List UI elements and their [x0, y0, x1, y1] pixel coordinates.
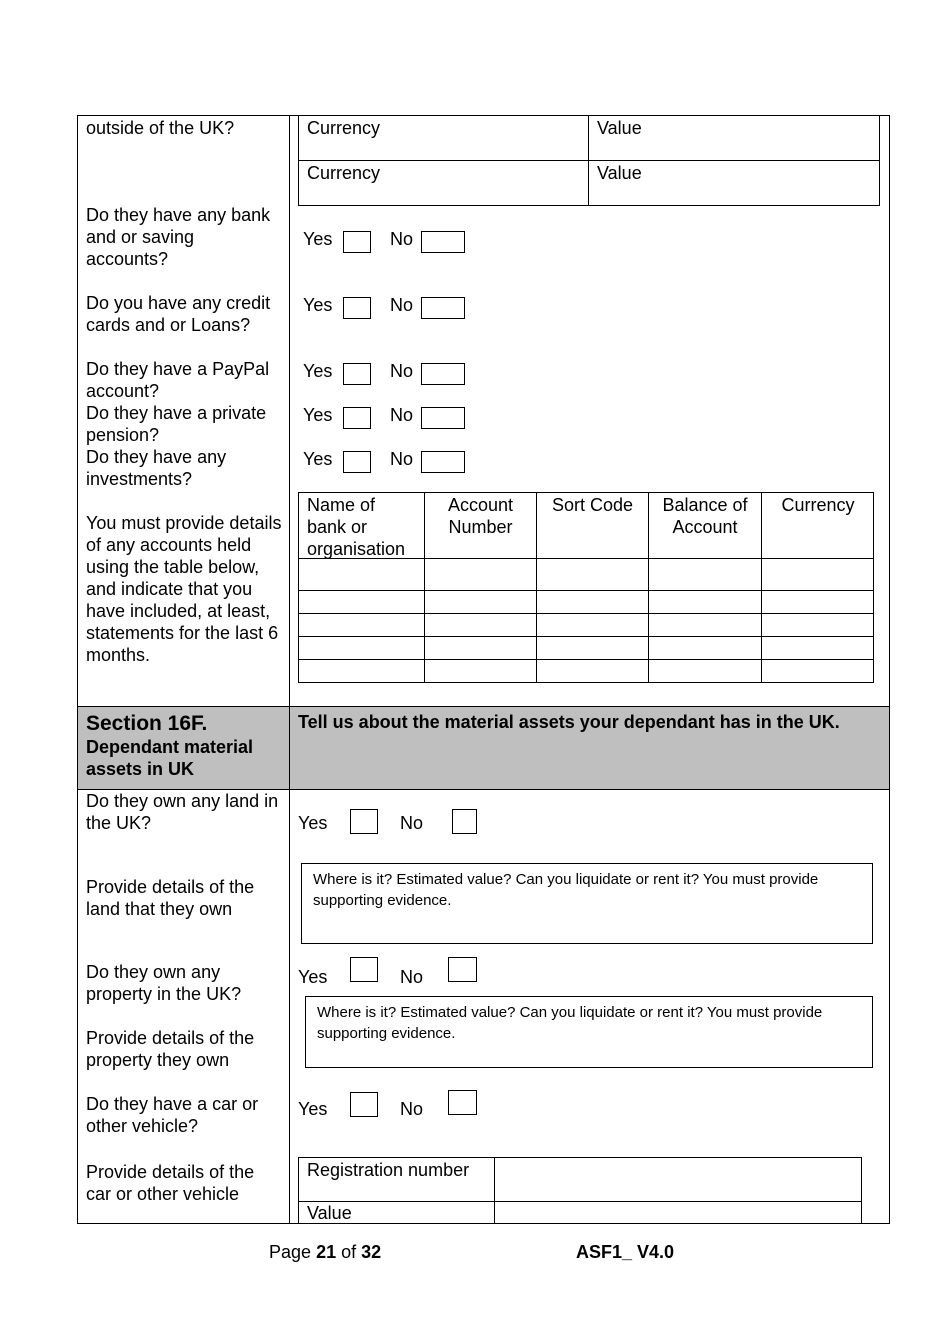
question-credit-cards: Do you have any credit cards and or Loans? — [86, 293, 271, 335]
accounts-note: You must provide details of any accounts held using the table below, and indicate that you have included, at least, statements for the last 6 months. — [86, 513, 282, 665]
yes-label: Yes — [303, 361, 333, 381]
car-yes-checkbox[interactable] — [350, 1092, 378, 1117]
yes-label: Yes — [303, 295, 333, 315]
land-details-hint: Where is it? Estimated value? Can you liquidate or rent it? You must provide supporting evidence. — [313, 871, 819, 909]
property-no-checkbox[interactable] — [448, 957, 477, 982]
header-bank-name: Name of bank or organisation — [307, 495, 406, 559]
currency-input-2[interactable] — [299, 184, 587, 204]
yes-label: Yes — [298, 813, 328, 833]
table-left-border — [77, 115, 78, 1224]
property-details-hint: Where is it? Estimated value? Can you liquidate or rent it? You must provide supporting evidence. — [317, 1004, 823, 1042]
question-investments: Do they have any investments? — [86, 447, 227, 489]
yes-label: Yes — [298, 967, 328, 987]
form-id: ASF1_ V4.0 — [576, 1242, 675, 1262]
car-value-input[interactable] — [495, 1202, 861, 1222]
property-details-label: Provide details of the property they own — [86, 1028, 255, 1070]
value-input-2[interactable] — [589, 184, 879, 204]
question-outside-uk: outside of the UK? — [86, 118, 235, 138]
question-bank-accounts: Do they have any bank and or saving accounts? — [86, 205, 271, 269]
no-label: No — [390, 295, 414, 315]
pension-yes-checkbox[interactable] — [343, 407, 371, 429]
table-row[interactable] — [299, 614, 873, 635]
no-label: No — [390, 405, 414, 425]
header-balance: Balance of Account — [662, 495, 748, 537]
no-label: No — [390, 361, 414, 381]
header-account-number: Account Number — [447, 495, 514, 537]
question-own-property: Do they own any property in the UK? — [86, 962, 242, 1004]
yes-label: Yes — [303, 449, 333, 469]
credit-yes-checkbox[interactable] — [343, 297, 371, 319]
question-paypal: Do they have a PayPal account? — [86, 359, 270, 401]
registration-input[interactable] — [495, 1158, 861, 1200]
no-label: No — [390, 449, 414, 469]
page-of: of — [341, 1242, 357, 1262]
table-row[interactable] — [299, 637, 873, 658]
question-own-land: Do they own any land in the UK? — [86, 791, 279, 833]
value-label: Value — [597, 163, 642, 183]
section-instruction: Tell us about the material assets your dependant has in the UK. — [298, 712, 840, 732]
credit-no-checkbox[interactable] — [421, 297, 465, 319]
table-row[interactable] — [299, 559, 873, 589]
yes-label: Yes — [298, 1099, 328, 1119]
value-input-1[interactable] — [589, 140, 879, 160]
paypal-no-checkbox[interactable] — [421, 363, 465, 385]
page-indicator — [269, 1241, 381, 1263]
yes-label: Yes — [303, 405, 333, 425]
currency-label: Currency — [307, 118, 381, 138]
car-value-label: Value — [307, 1203, 352, 1223]
bank-yes-checkbox[interactable] — [343, 231, 371, 253]
yes-label: Yes — [303, 229, 333, 249]
header-sort-code: Sort Code — [551, 495, 634, 515]
no-label: No — [400, 967, 424, 987]
no-label: No — [390, 229, 414, 249]
investments-no-checkbox[interactable] — [421, 451, 465, 473]
table-row[interactable] — [299, 660, 873, 682]
car-details-label: Provide details of the car or other vehicle — [86, 1162, 255, 1204]
question-car: Do they have a car or other vehicle? — [86, 1094, 259, 1136]
pension-no-checkbox[interactable] — [421, 407, 465, 429]
no-label: No — [400, 1099, 424, 1119]
no-label: No — [400, 813, 424, 833]
table-row[interactable] — [299, 591, 873, 612]
table-column-divider — [289, 115, 290, 1224]
currency-label: Currency — [307, 163, 381, 183]
investments-yes-checkbox[interactable] — [343, 451, 371, 473]
currency-input-1[interactable] — [299, 140, 587, 160]
car-no-checkbox[interactable] — [448, 1090, 477, 1115]
page-total: 32 — [361, 1242, 382, 1262]
section-name: Dependant material assets in UK — [86, 737, 254, 779]
question-private-pension: Do they have a private pension? — [86, 403, 267, 445]
page-prefix: Page — [269, 1242, 312, 1262]
bank-no-checkbox[interactable] — [421, 231, 465, 253]
property-yes-checkbox[interactable] — [350, 957, 378, 982]
header-currency: Currency — [781, 495, 855, 515]
paypal-yes-checkbox[interactable] — [343, 363, 371, 385]
table-right-border — [889, 115, 890, 1224]
value-label: Value — [597, 118, 642, 138]
land-details-label: Provide details of the land that they own — [86, 877, 255, 919]
section-number: Section 16F. — [86, 712, 208, 735]
land-no-checkbox[interactable] — [452, 809, 477, 834]
registration-label: Registration number — [307, 1160, 470, 1180]
land-yes-checkbox[interactable] — [350, 809, 378, 834]
page-number: 21 — [316, 1242, 337, 1262]
